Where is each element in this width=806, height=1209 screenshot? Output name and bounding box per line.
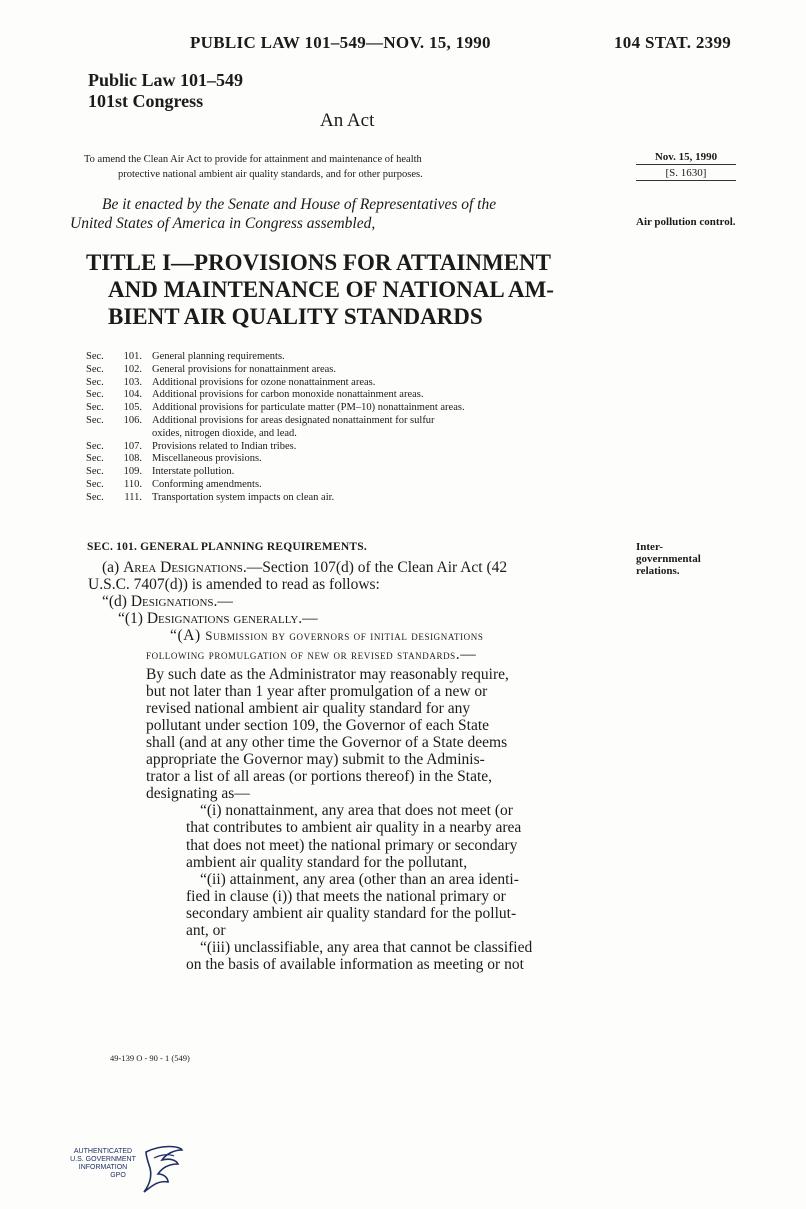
text-line: pollutant under section 109, the Governor of each State bbox=[146, 716, 490, 734]
toc-sec-label: Sec. bbox=[86, 478, 104, 490]
running-head-right: 104 STAT. 2399 bbox=[614, 33, 732, 52]
gpo-seal-text: AUTHENTICATED U.S. GOVERNMENT INFORMATION GPO bbox=[70, 1148, 136, 1179]
running-head-left: PUBLIC LAW 101–549—NOV. 15, 1990 bbox=[190, 33, 491, 52]
toc-sec-number: 110. bbox=[124, 478, 142, 490]
toc-entry bbox=[86, 364, 622, 377]
toc-sec-label: Sec. bbox=[86, 491, 104, 503]
margin-note-intergovernmental: Inter-governmental relations. bbox=[636, 541, 701, 577]
text-line: that does not meet) the national primary or secondary bbox=[186, 836, 518, 854]
purpose-clause bbox=[84, 152, 614, 182]
clause-i bbox=[186, 802, 624, 870]
paragraph-1-heading: “(1) Designations generally.— bbox=[118, 610, 318, 628]
title-heading bbox=[86, 249, 626, 330]
toc-sec-number: 109. bbox=[123, 466, 142, 478]
enactment-date: Nov. 15, 1990 bbox=[636, 151, 736, 165]
toc-sec-label: Sec. bbox=[86, 351, 104, 362]
text-line: on the basis of available information as meeting or not bbox=[186, 956, 524, 974]
toc-sec-title-continued: oxides, nitrogen dioxide, and lead. bbox=[152, 427, 297, 439]
public-law-block bbox=[88, 70, 243, 112]
gpo-eagle-icon bbox=[58, 1140, 188, 1200]
section-body bbox=[88, 559, 624, 973]
toc-sec-label: Sec. bbox=[86, 363, 104, 375]
congress-number: 101st Congress bbox=[88, 91, 204, 111]
toc-sec-number: 103. bbox=[123, 376, 142, 388]
gpo-seal bbox=[58, 1140, 188, 1200]
text-line: ant, or bbox=[186, 921, 226, 939]
toc-sec-title: Additional provisions for particulate matter (PM–10) nonattainment areas. bbox=[152, 402, 465, 414]
subparagraph-a bbox=[88, 627, 624, 802]
toc-sec-number: 106. bbox=[123, 414, 142, 426]
toc-sec-label: Sec. bbox=[86, 376, 104, 388]
toc-entry bbox=[86, 466, 622, 479]
toc-sec-label: Sec. bbox=[86, 389, 104, 401]
subsection-d-heading: “(d) Designations.— bbox=[102, 593, 233, 611]
toc-sec-label: Sec. bbox=[86, 466, 104, 478]
toc-sec-title: Additional provisions for ozone nonattainment areas. bbox=[152, 376, 376, 388]
title-line-2: AND MAINTENANCE OF NATIONAL AM- bbox=[108, 277, 554, 302]
toc-sec-number: 105. bbox=[123, 402, 142, 414]
toc-sec-title: Transportation system impacts on clean air. bbox=[152, 491, 335, 503]
table-of-contents bbox=[86, 351, 622, 505]
subparagraph-a-heading-2: following promulgation of new or revised standards.— bbox=[146, 646, 477, 664]
subparagraph-a-text bbox=[146, 666, 624, 803]
text-line: By such date as the Administrator may reasonably require, bbox=[146, 665, 509, 683]
toc-sec-label: Sec. bbox=[86, 414, 104, 426]
text-line: “(ii) attainment, any area (other than an area identi- bbox=[200, 870, 519, 888]
toc-entry bbox=[86, 492, 622, 505]
enacting-line-1: Be it enacted by the Senate and House of Representatives of the bbox=[102, 196, 497, 213]
side-date-block bbox=[636, 151, 736, 181]
toc-sec-number: 102. bbox=[123, 363, 142, 375]
toc-sec-number: 111. bbox=[124, 491, 142, 503]
toc-entry bbox=[86, 453, 622, 466]
toc-sec-title: General provisions for nonattainment areas. bbox=[152, 363, 336, 375]
footer-code: 49-139 O - 90 - 1 (549) bbox=[110, 1053, 190, 1063]
subsection-a-line-2: U.S.C. 7407(d)) is amended to read as follows: bbox=[88, 576, 380, 594]
toc-sec-number: 108. bbox=[123, 453, 142, 465]
toc-sec-label: Sec. bbox=[86, 453, 104, 465]
text-line: trator a list of all areas (or portions thereof) in the State, bbox=[146, 768, 493, 786]
purpose-line-1: To amend the Clean Air Act to provide for attainment and maintenance of health bbox=[84, 154, 422, 165]
toc-entry bbox=[86, 479, 622, 492]
toc-sec-label: Sec. bbox=[86, 440, 104, 452]
text-line: designating as— bbox=[146, 785, 250, 803]
clauses bbox=[88, 802, 624, 973]
enacting-clause bbox=[70, 195, 626, 233]
text-line: but not later than 1 year after promulgation of a new or bbox=[146, 682, 488, 700]
text-line: fied in clause (i)) that meets the national primary or bbox=[186, 887, 506, 905]
bill-number: [S. 1630] bbox=[636, 165, 736, 181]
text-line: that contributes to ambient air quality in a nearby area bbox=[186, 819, 522, 837]
text-line: ambient air quality standard for the pollutant, bbox=[186, 853, 468, 871]
section-heading: SEC. 101. GENERAL PLANNING REQUIREMENTS. bbox=[87, 541, 367, 553]
toc-sec-label: Sec. bbox=[86, 402, 104, 414]
subparagraph-a-heading-1: “(A) Submission by governors of initial designations bbox=[170, 627, 484, 645]
toc-entry bbox=[86, 389, 622, 402]
text-line: appropriate the Governor may) submit to the Adminis- bbox=[146, 751, 485, 769]
toc-sec-title: Interstate pollution. bbox=[152, 466, 235, 478]
clause-iii bbox=[186, 939, 624, 973]
toc-sec-title: Additional provisions for areas designated nonattainment for sulfur bbox=[152, 414, 435, 426]
toc-sec-title: Conforming amendments. bbox=[152, 478, 262, 490]
toc-sec-number: 107. bbox=[123, 440, 142, 452]
text-line: shall (and at any other time the Governor of a State deems bbox=[146, 733, 508, 751]
toc-sec-number: 104. bbox=[123, 389, 142, 401]
public-law-number: Public Law 101–549 bbox=[88, 70, 244, 90]
title-line-1: TITLE I—PROVISIONS FOR ATTAINMENT bbox=[86, 250, 551, 275]
text-line: “(iii) unclassifiable, any area that cannot be classified bbox=[200, 939, 533, 957]
act-heading: An Act bbox=[320, 110, 375, 131]
enacting-line-2: United States of America in Congress assembled, bbox=[70, 215, 376, 232]
toc-sec-title: General planning requirements. bbox=[152, 351, 285, 362]
toc-entry bbox=[86, 402, 622, 415]
toc-sec-title: Miscellaneous provisions. bbox=[152, 453, 262, 465]
toc-entry bbox=[86, 441, 622, 454]
title-line-3: BIENT AIR QUALITY STANDARDS bbox=[108, 304, 483, 329]
purpose-line-2: protective national ambient air quality standards, and for other purposes. bbox=[118, 169, 423, 180]
clause-ii bbox=[186, 871, 624, 939]
margin-note-air-pollution: Air pollution control. bbox=[636, 216, 736, 228]
toc-sec-title: Provisions related to Indian tribes. bbox=[152, 440, 297, 452]
toc-entry bbox=[86, 415, 622, 441]
text-line: “(i) nonattainment, any area that does not meet (or bbox=[200, 802, 513, 820]
subsection-a-line-1: (a) Area Designations.—Section 107(d) of the Clean Air Act (42 bbox=[102, 559, 508, 576]
toc-sec-title: Additional provisions for carbon monoxide nonattainment areas. bbox=[152, 389, 424, 401]
text-line: secondary ambient air quality standard for the pollut- bbox=[186, 904, 517, 922]
toc-sec-number: 101. bbox=[123, 351, 142, 362]
text-line: revised national ambient air quality standard for any bbox=[146, 699, 471, 717]
toc-entry bbox=[86, 377, 622, 390]
toc-entry bbox=[86, 351, 622, 364]
